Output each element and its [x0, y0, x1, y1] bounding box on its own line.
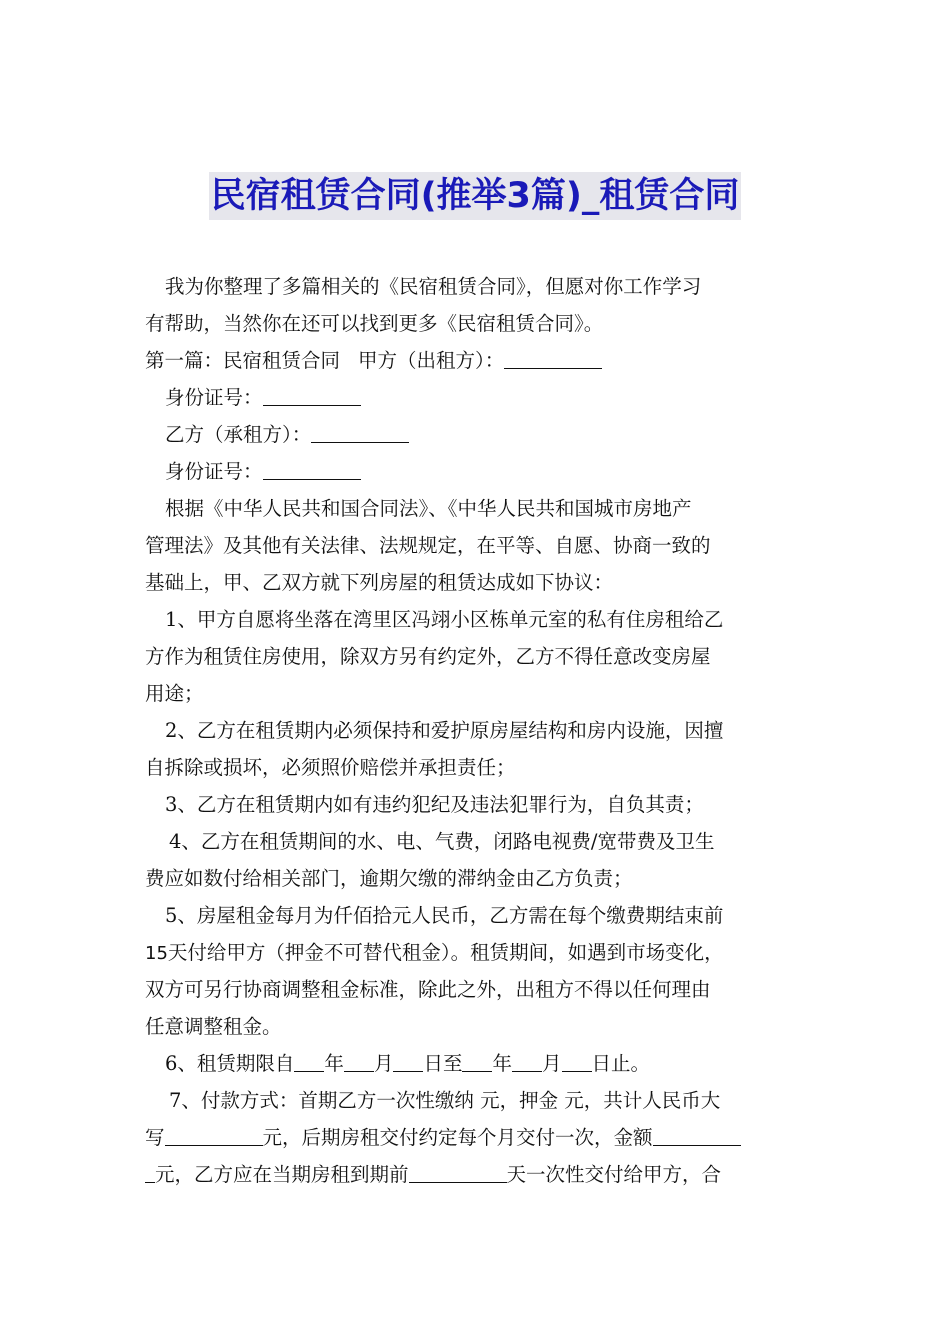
paragraph-line: 根据《中华人民共和国合同法》、《中华人民共和国城市房地产 [165, 497, 692, 520]
paragraph-text: 天付给甲方（押金不可替代租金）。租赁期间，如遇到市场变化， [167, 941, 724, 964]
id-blank [263, 457, 361, 480]
paragraph-line: 费应如数付给相关部门，逾期欠缴的滞纳金由乙方负责； [145, 867, 633, 890]
paragraph-line [145, 934, 810, 971]
paragraph-line: 有帮助，当然你在还可以找到更多《民宿租赁合同》。 [145, 312, 604, 335]
paragraph-line: 双方可另行协商调整租金标准，除此之外，出租方不得以任何理由 [145, 978, 711, 1001]
day-to-label: 日至 [423, 1052, 463, 1075]
day-end-label: 日止。 [591, 1052, 651, 1075]
paragraph-text: 元，后期房租交付约定每个月交付一次，金额 [262, 1126, 653, 1149]
party-b-label: 乙方（承租方）： [165, 423, 312, 446]
year-blank [462, 1049, 492, 1072]
id-blank [263, 383, 361, 406]
year-label: 年 [492, 1052, 512, 1075]
month-label: 月 [541, 1052, 562, 1075]
paragraph-text: 元，乙方应在当期房租到期前 [155, 1163, 409, 1186]
paragraph-line [145, 416, 810, 453]
paragraph-line: 5、房屋租金每月为仟佰拾元人民币，乙方需在每个缴费期结束前 [165, 904, 724, 927]
days-number: 15 [145, 943, 168, 964]
amount-blank [165, 1123, 263, 1146]
paragraph-line: 7、付款方式：首期乙方一次性缴纳 元，押金 元，共计人民币大 [169, 1089, 721, 1112]
paragraph-line: 用途； [145, 682, 204, 705]
paragraph-line: 4、乙方在租赁期间的水、电、气费，闭路电视费/宽带费及卫生 [169, 830, 715, 853]
month-label: 月 [373, 1052, 394, 1075]
party-a-label: 甲方（出租方）： [358, 349, 505, 372]
days-blank [409, 1160, 507, 1183]
day-blank [393, 1049, 423, 1072]
paragraph-line: 任意调整租金。 [145, 1015, 282, 1038]
title-wrap [0, 172, 950, 220]
paragraph-line: 我为你整理了多篇相关的《民宿租赁合同》，但愿对你工作学习 [165, 275, 702, 298]
section-heading: 第一篇：民宿租赁合同 [145, 349, 341, 372]
paragraph-text: 写 [145, 1126, 165, 1149]
id-label: 身份证号： [165, 460, 263, 483]
paragraph-line: 3、乙方在租赁期内如有违约犯纪及违法犯罪行为，自负其责； [165, 793, 704, 816]
paragraph-line: 1、甲方自愿将坐落在湾里区冯翊小区栋单元室的私有住房租给乙 [165, 608, 724, 631]
party-a-blank [504, 346, 602, 369]
year-label: 年 [324, 1052, 344, 1075]
paragraph-line [145, 1045, 810, 1082]
paragraph-line: 管理法》及其他有关法律、法规规定，在平等、自愿、协商一致的 [145, 534, 711, 557]
party-b-blank [311, 420, 409, 443]
document-body [145, 268, 810, 1193]
paragraph-line [145, 1156, 810, 1193]
paragraph-line [145, 1119, 810, 1156]
month-blank [344, 1049, 374, 1072]
paragraph-line: 2、乙方在租赁期内必须保持和爱护原房屋结构和房内设施，因擅 [165, 719, 724, 742]
day-blank [562, 1049, 592, 1072]
amount-blank-continued [145, 1160, 155, 1183]
paragraph-line: 基础上，甲、乙双方就下列房屋的租赁达成如下协议： [145, 571, 614, 594]
paragraph-line [145, 453, 810, 490]
paragraph-line: 自拆除或损坏，必须照价赔偿并承担责任； [145, 756, 516, 779]
year-blank [294, 1049, 324, 1072]
paragraph-line [145, 342, 810, 379]
id-label: 身份证号： [165, 386, 263, 409]
document-title: 民宿租赁合同(推举3篇)_租赁合同 [209, 172, 742, 220]
amount-blank [653, 1123, 741, 1146]
paragraph-line [145, 379, 810, 416]
paragraph-line: 方作为租赁住房使用，除双方另有约定外，乙方不得任意改变房屋 [145, 645, 711, 668]
term-label: 6、租赁期限自 [165, 1052, 295, 1075]
month-blank [512, 1049, 542, 1072]
paragraph-text: 天一次性交付给甲方，合 [506, 1163, 722, 1186]
